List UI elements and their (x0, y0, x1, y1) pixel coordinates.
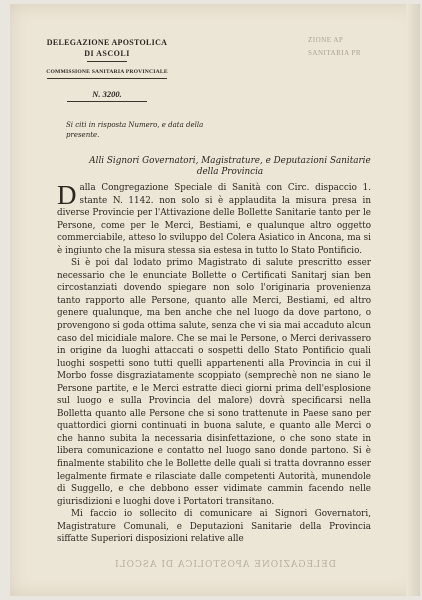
letterhead (32, 38, 182, 102)
letterhead-commission: COMMISSIONE SANITARIA PROVINCIALE (46, 69, 168, 75)
paragraph: Mi faccio io sollecito di comunicare ai Signori Governatori, Magistrature Comunali, e Deputazioni Sanitarie della Provincia siffatte Superiori disposizioni relative alle (57, 509, 371, 545)
reply-note: Si citi in risposta Numero, e data della presente. (66, 121, 204, 139)
paragraph: Dalla Congregazione Speciale di Sanità con Circ. dispaccio 1. stante N. 1142. non solo si è applaudita la misura presa in diverse Provincie per l'Attivazione delle Bollette Sanitarie tanto per le Persone, come per le Merci, Bestiami, e qualunque altro oggetto commerciabile, atteso lo sviluppo del Colera Asiatico in Ancona, ma si è ingiunto che la misura stessa sia estesa in tutto lo Stato Pontificio. (57, 180, 371, 256)
document-number: N. 3200. (32, 89, 182, 102)
document-page (10, 4, 420, 596)
page-edge (406, 4, 420, 596)
drop-cap: D (57, 180, 77, 210)
letterhead-title: DELEGAZIONE APOSTOLICA (46, 38, 168, 47)
paragraph: Si è poi dal lodato primo Magistrato di salute prescritto esser necessario che le enunciate Bollette o Certificati Sanitarj sian ben circostanziati dovendo spiegare non solo l'originaria provenienza tanto rapporto alle Persone, quanto alle Merci, Bestiami, ed altro genere qualunque, ma ben anche che nel luogo da dove partono, o provengono si goda ottima salute, senza che vi sia mai accaduto alcun caso del micidiale malore. Che se mai le Persone, o Merci derivassero in origine da luoghi attaccati o sospetti dello Stato Pontificio quali luoghi sospetti sono tutti quelli appartenenti alla Provincia in cui il Morbo fosse disgraziatamente scoppiato (semprechè non ne siano le Persone partite, e le Merci estratte dieci giorni prima dell'esplosione sul luogo e sulla Provincia del malore) dovrà specificarsi nella Bolletta quanto alle Persone che si sono trattenute in Paese sano per quattordici giorni continuati in buona salute, e quanto alle Merci o che hanno subita la necessaria disinfettazione, o che sono state in libera comunicazione e contatto nel luogo sano donde partono. Si è finalmente stabilito che le Bollette delle quali si tratta dovranno esser legalmente firmate e rilasciate dalle competenti Autorità, munendole di Suggello, e che debbono esser vidimate cammin facendo nelle giurisdizioni e luoghi dove i Portatori transitano. (57, 258, 371, 507)
bleed-through-text: ZIONE AP SANITARIA PR (308, 36, 362, 57)
letter-body (57, 182, 371, 546)
letterhead-subtitle: DI ASCOLI (84, 49, 130, 58)
divider (47, 78, 167, 79)
addressee: Alli Signori Governatori, Magistrature, e Deputazioni Sanitarie della Provincia (89, 156, 371, 177)
bleed-through-seal: DELEGAZIONE APOSTOLICA DI ASCOLI (114, 560, 336, 570)
divider (87, 61, 127, 62)
number-underline (67, 101, 147, 102)
